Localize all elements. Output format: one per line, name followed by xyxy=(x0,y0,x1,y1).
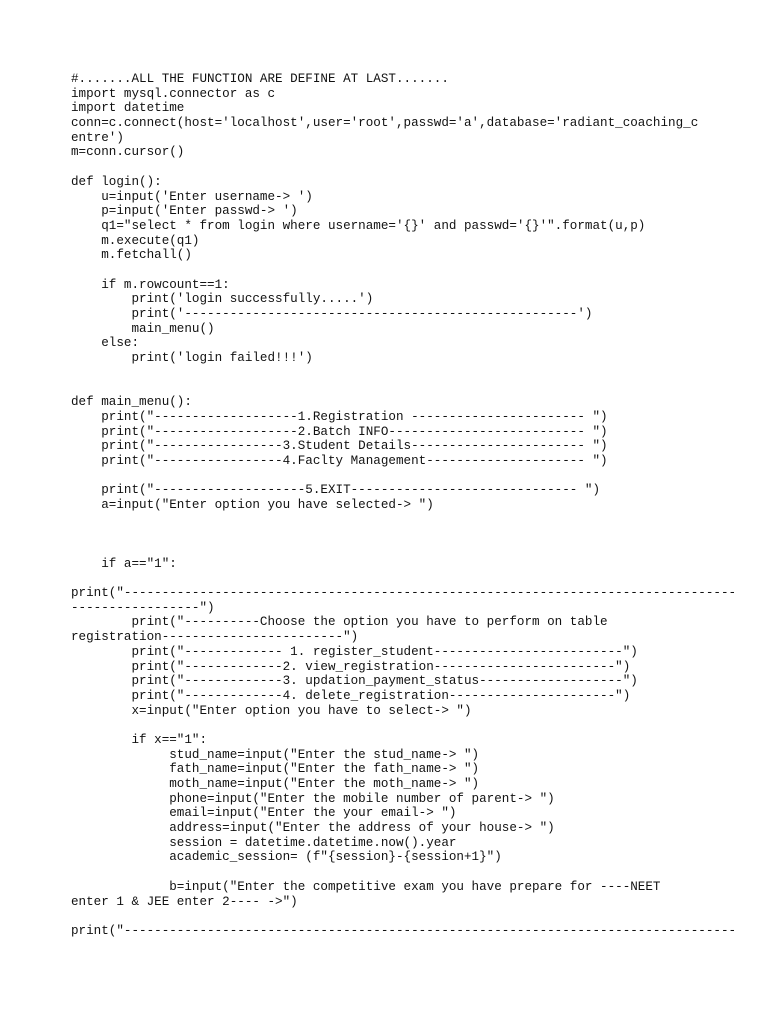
code-line: m=conn.cursor() xyxy=(71,145,185,160)
code-line: if x=="1": xyxy=(71,732,208,747)
code-line xyxy=(71,718,711,733)
code-line: x=input("Enter option you have to select-> ") xyxy=(71,703,472,718)
code-line xyxy=(71,513,711,528)
code-line xyxy=(71,909,711,924)
code-line xyxy=(71,263,711,278)
code-line: #.......ALL THE FUNCTION ARE DEFINE AT LAST....... xyxy=(71,72,449,86)
code-line: m.execute(q1) xyxy=(71,233,200,248)
code-line: print("------------- 1. register_student-------------------------") xyxy=(71,644,638,659)
code-line: u=input('Enter username-> ') xyxy=(71,189,313,204)
code-line: email=input("Enter the your email-> ") xyxy=(71,806,457,821)
code-line: print('----------------------------------------------------') xyxy=(71,307,593,321)
code-line: print("-------------4. delete_registration----------------------") xyxy=(71,688,631,703)
code-line: registration------------------------") xyxy=(71,630,359,645)
code-line xyxy=(71,865,711,880)
code-line xyxy=(71,571,711,586)
code-line: moth_name=input("Enter the moth_name-> ") xyxy=(71,777,480,791)
code-line: print('login failed!!!') xyxy=(71,351,313,366)
code-line: if m.rowcount==1: xyxy=(71,277,230,292)
code-line: print("-----------------3.Student Details----------------------- ") xyxy=(71,439,608,454)
code-line: entre') xyxy=(71,130,124,145)
code-line: p=input('Enter passwd-> ') xyxy=(71,204,298,219)
code-line: print("-----------------4.Faclty Management--------------------- ") xyxy=(71,453,608,468)
code-line: else: xyxy=(71,336,140,351)
code-line: fath_name=input("Enter the fath_name-> ") xyxy=(71,762,480,777)
code-line: stud_name=input("Enter the stud_name-> ") xyxy=(71,747,480,762)
code-line xyxy=(71,160,711,175)
code-listing xyxy=(71,72,737,939)
code-line: def login(): xyxy=(71,174,162,189)
code-line: if a=="1": xyxy=(71,556,177,571)
code-line: q1="select * from login where username='{}' and passwd='{}'".format(u,p) xyxy=(71,218,646,233)
code-line: import mysql.connector as c xyxy=(71,86,276,101)
code-line: m.fetchall() xyxy=(71,248,192,263)
code-line xyxy=(71,469,711,484)
code-line: print("--------------------------------------------------------------------------------- xyxy=(71,923,737,938)
code-line: print("--------------------5.EXIT------------------------------ ") xyxy=(71,483,601,498)
code-line: def main_menu(): xyxy=(71,395,192,410)
code-line: enter 1 & JEE enter 2---- ->") xyxy=(71,894,298,909)
code-line: b=input("Enter the competitive exam you have prepare for ----NEET xyxy=(71,879,661,894)
code-line: print("-------------------2.Batch INFO-------------------------- ") xyxy=(71,424,608,439)
code-line: conn=c.connect(host='localhost',user='root',passwd='a',database='radiant_coaching_c xyxy=(71,116,699,131)
code-line: phone=input("Enter the mobile number of parent-> ") xyxy=(71,791,555,806)
code-line: a=input("Enter option you have selected-> ") xyxy=(71,497,434,512)
code-line: print("-------------3. updation_payment_status-------------------") xyxy=(71,674,638,689)
code-line: academic_session= (f"{session}-{session+1}") xyxy=(71,850,502,865)
code-line: main_menu() xyxy=(71,321,215,336)
code-line: print("--------------------------------------------------------------------------------- xyxy=(71,586,737,601)
code-line: print('login successfully.....') xyxy=(71,292,374,307)
code-line: print("-------------------1.Registration ----------------------- ") xyxy=(71,409,608,424)
code-line: print("-------------2. view_registration------------------------") xyxy=(71,659,631,674)
code-line: -----------------") xyxy=(71,600,215,615)
code-line xyxy=(71,542,711,557)
code-line: print("----------Choose the option you have to perform on table xyxy=(71,615,608,630)
code-line: address=input("Enter the address of your house-> ") xyxy=(71,821,555,836)
code-line: import datetime xyxy=(71,101,185,116)
code-line xyxy=(71,380,711,395)
code-line: session = datetime.datetime.now().year xyxy=(71,835,457,850)
code-line xyxy=(71,527,711,542)
code-line xyxy=(71,366,711,381)
